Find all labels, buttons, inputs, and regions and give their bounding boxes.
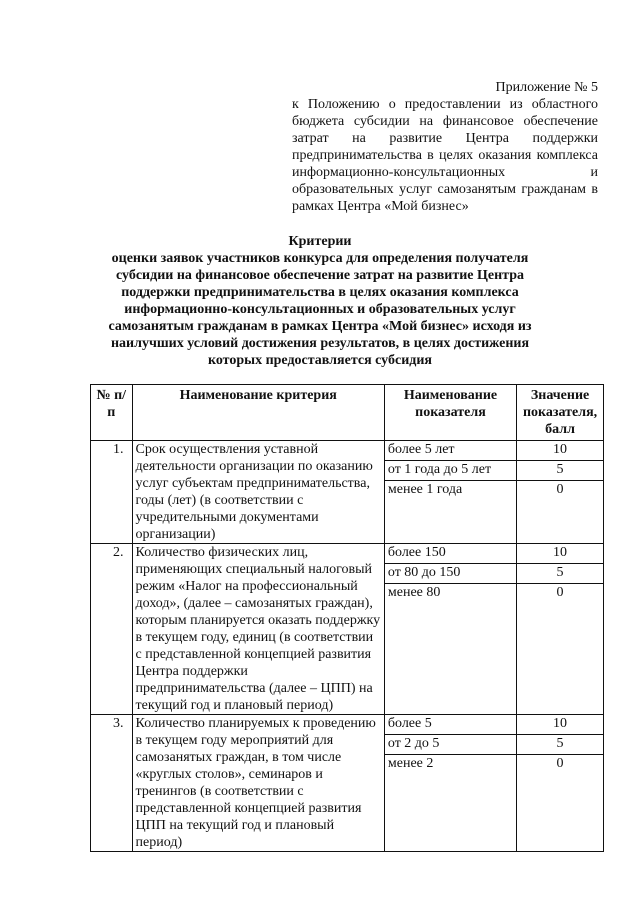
appendix-text: к Положению о предоставлении из областного бюджета субсидии на финансовое обеспечение затрат на развитие Центра поддержки предпринимательства в целях оказания комплекса информационно-консультационных и образовательных услуг самозанятым гражданам в рамках Центра «Мой бизнес» (292, 97, 598, 214)
value-option: 5 (517, 564, 603, 584)
row-indicators (384, 715, 516, 852)
table-row (91, 441, 604, 544)
document-heading (92, 233, 548, 369)
value-option: 10 (517, 544, 603, 564)
row-criterion: Количество физических лиц, применяющих специальный налоговый режим «Налог на профессиональный доход», (далее – самозанятых граждан), которым планируется оказать поддержку в текущем году, единиц (в соответствии с представленной концепцией развития Центра поддержки предпринимательства (далее – ЦПП) на текущий год и плановый период) (132, 544, 384, 715)
value-option: 5 (517, 735, 603, 755)
heading-title: Критерии (288, 234, 352, 249)
value-option: 0 (556, 482, 564, 497)
appendix-number: Приложение № 5 (495, 80, 598, 95)
value-option: 0 (556, 756, 564, 771)
table-row (91, 544, 604, 715)
appendix-block (292, 79, 598, 215)
row-indicators (384, 441, 516, 544)
row-num: 3. (91, 715, 133, 852)
value-option: 0 (556, 585, 564, 600)
row-values (517, 544, 604, 715)
indicator-option: от 80 до 150 (385, 564, 516, 584)
indicator-option: от 2 до 5 (385, 735, 516, 755)
indicator-option: менее 80 (387, 585, 441, 600)
row-criterion: Срок осуществления уставной деятельности организации по оказанию услуг субъектам предпринимательства, годы (лет) (в соответствии с учредительными документами организации) (132, 441, 384, 544)
row-values (517, 441, 604, 544)
indicator-option: более 5 (385, 715, 516, 735)
indicator-option: менее 2 (387, 756, 434, 771)
indicator-option: менее 1 года (387, 482, 463, 497)
table-row (91, 715, 604, 852)
indicator-option: от 1 года до 5 лет (385, 461, 516, 481)
row-criterion: Количество планируемых к проведению в текущем году мероприятий для самозанятых граждан, в том числе «круглых столов», семинаров и тренингов (в соответствии с представленной концепцией развития ЦПП на текущий год и плановый период) (132, 715, 384, 852)
header-num: № п/п (91, 385, 133, 441)
header-name: Наименование критерия (132, 385, 384, 441)
criteria-table (90, 384, 604, 852)
value-option: 10 (517, 715, 603, 735)
row-values (517, 715, 604, 852)
value-option: 10 (517, 441, 603, 461)
row-num: 1. (91, 441, 133, 544)
heading-text: оценки заявок участников конкурса для определения получателя субсидии на финансовое обеспечение затрат на развитие Центра поддержки предпринимательства в целях оказания комплекса информационно-консультационных и образовательных услуг самозанятым гражданам в рамках Центра «Мой бизнес» исходя из наилучших условий достижения результатов, в целях достижения которых предоставляется субсидия (108, 251, 532, 368)
header-value: Значение показателя, балл (517, 385, 604, 441)
row-indicators (384, 544, 516, 715)
indicator-option: более 5 лет (385, 441, 516, 461)
indicator-option: более 150 (385, 544, 516, 564)
value-option: 5 (517, 461, 603, 481)
row-num: 2. (91, 544, 133, 715)
header-indicator: Наименование показателя (384, 385, 516, 441)
table-header-row (91, 385, 604, 441)
